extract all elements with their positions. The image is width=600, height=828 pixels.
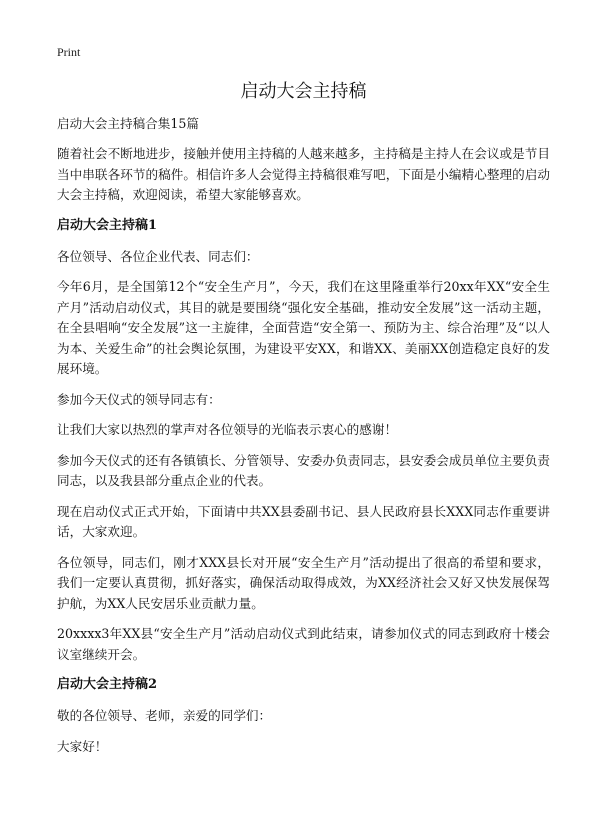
paragraph: 参加今天仪式的领导同志有：: [57, 391, 221, 407]
paragraph: 现在启动仪式正式开始，下面请中共XX县委副书记、县人民政府县长XXX同志作重要讲话，大家欢迎。: [57, 503, 550, 539]
section-heading: 启动大会主持稿2: [57, 677, 158, 692]
section-1: [57, 216, 550, 666]
page-title: 启动大会主持稿: [240, 81, 367, 102]
paragraph: 敬的各位领导、老师，亲爱的同学们：: [57, 708, 272, 723]
paragraph: 参加今天仪式的还有各镇镇长、分管领导、安委办负责同志，县安委会成员单位主要负责同志，以及我县部分重点企业的代表。: [57, 452, 550, 488]
section-heading: 启动大会主持稿1: [57, 217, 158, 233]
intro-paragraph: 随着社会不断地进步，接触并使用主持稿的人越来越多，主持稿是主持人在会议或是节目当中串联各环节的稿件。相信许多人会觉得主持稿很难写吧，下面是小编精心整理的启动大会主持稿，欢迎阅读，希望大家能够喜欢。: [57, 146, 550, 202]
paragraph: 20xxxx3年XX县“安全生产月”活动启动仪式到此结束，请参加仪式的同志到政府十楼会议室继续开会。: [57, 626, 550, 662]
paragraph: 各位领导，同志们，刚才XXX县长对开展“安全生产月”活动提出了很高的希望和要求，我们一定要认真贯彻，抓好落实，确保活动取得成效，为XX经济社会又好又快发展保驾护航，为XX人民安居乐业贡献力量。: [57, 554, 550, 611]
paragraph: 让我们大家以热烈的掌声对各位领导的光临表示衷心的感谢！: [57, 422, 398, 437]
print-link[interactable]: Print: [57, 45, 81, 59]
paragraph: 各位领导、各位企业代表、同志们：: [57, 248, 259, 264]
paragraph: 大家好！: [57, 738, 108, 754]
paragraph: 今年6月，是全国第12个“安全生产月”，今天，我们在这里隆重举行20xx年XX“安全生产月”活动启动仪式，其目的就是要围绕“强化安全基础，推动安全发展”这一活动主题，在全县唱响“安全发展”这一主旋律，全面营造“安全第一、预防为主、综合治理”及“以人为本、关爱生命”的社会舆论氛围，为建设平安XX，和谐XX、美丽XX创造稳定良好的发展环境。: [57, 279, 550, 376]
document-subtitle: 启动大会主持稿合集15篇: [57, 116, 199, 131]
section-2: [57, 675, 550, 757]
